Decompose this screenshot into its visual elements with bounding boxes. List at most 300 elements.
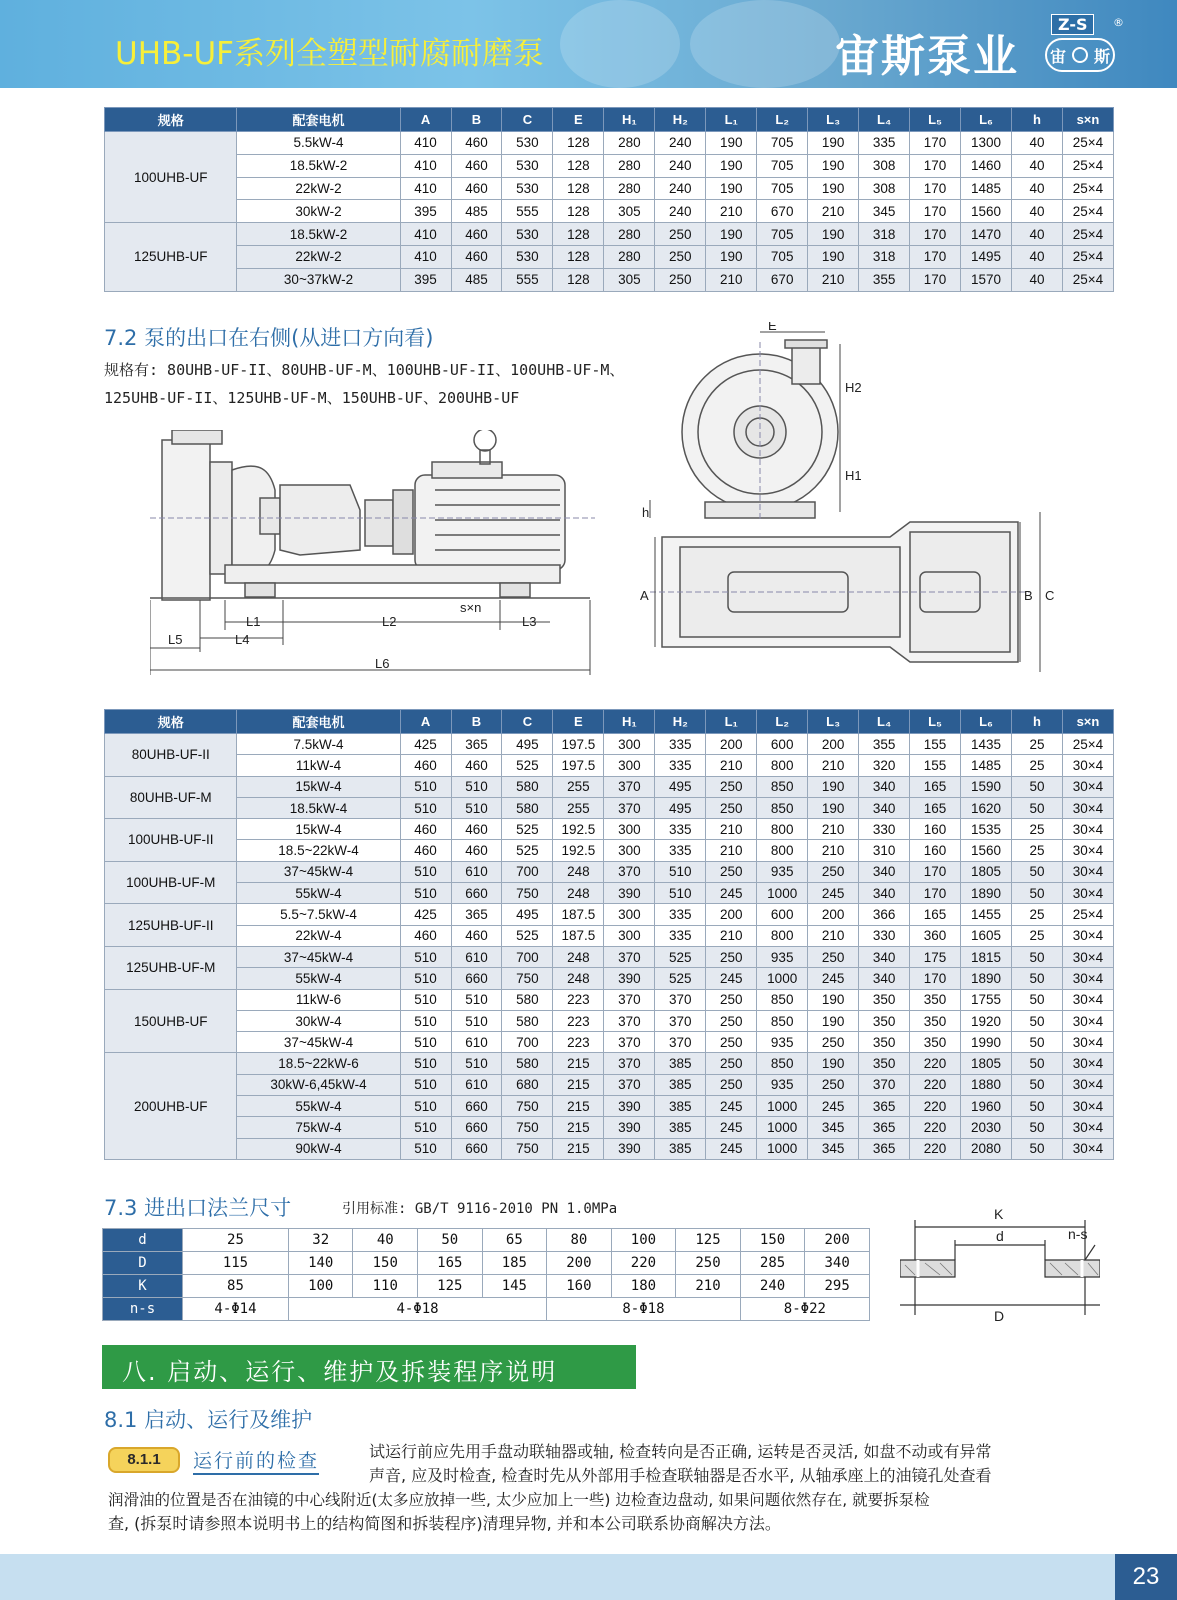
dim-label-l4: L4 <box>235 632 250 647</box>
table-row <box>105 861 1114 882</box>
value-cell: 510 <box>400 946 451 967</box>
model-cell: 125UHB-UF <box>105 223 237 291</box>
table-row <box>105 268 1114 291</box>
dim-label-l2: L2 <box>382 614 397 629</box>
value-cell: 390 <box>604 1096 655 1117</box>
value-cell: 300 <box>604 904 655 925</box>
value-cell: 530 <box>502 154 553 177</box>
value-cell: 155 <box>910 755 961 776</box>
flange-d-cell: 200 <box>805 1229 870 1252</box>
value-cell: 1890 <box>961 883 1012 904</box>
value-cell: 510 <box>400 1117 451 1138</box>
value-cell: 25×4 <box>1062 245 1113 268</box>
value-cell: 250 <box>808 1032 859 1053</box>
table-row <box>105 797 1114 818</box>
motor-cell: 7.5kW-4 <box>237 734 400 755</box>
value-cell: 210 <box>706 840 757 861</box>
paragraph-line-4: 查, (拆泵时请参照本说明书上的结构简图和拆装程序)清理异物, 并和本公司联系协商解决方法。 <box>108 1514 781 1533</box>
value-cell: 50 <box>1011 1074 1062 1095</box>
value-cell: 385 <box>655 1138 706 1159</box>
value-cell: 30×4 <box>1062 989 1113 1010</box>
value-cell: 210 <box>706 268 757 291</box>
value-cell: 460 <box>451 177 502 200</box>
value-cell: 250 <box>706 776 757 797</box>
value-cell: 245 <box>706 968 757 989</box>
flange-d-cell: 32 <box>288 1229 353 1252</box>
value-cell: 197.5 <box>553 755 604 776</box>
value-cell: 580 <box>502 797 553 818</box>
value-cell: 245 <box>706 1096 757 1117</box>
value-cell: 240 <box>655 154 706 177</box>
flange-D-cell: 140 <box>288 1252 353 1275</box>
value-cell: 1570 <box>961 268 1012 291</box>
table-header-row <box>105 710 1114 734</box>
flange-K-cell: 160 <box>547 1275 612 1298</box>
column-header: h <box>1011 108 1062 132</box>
column-header: H₂ <box>655 108 706 132</box>
section-8-1-1-title: 运行前的检查 <box>193 1446 319 1475</box>
flange-d-cell: 40 <box>353 1229 418 1252</box>
table-row <box>105 154 1114 177</box>
value-cell: 510 <box>400 1032 451 1053</box>
column-header: L₂ <box>757 710 808 734</box>
value-cell: 370 <box>604 861 655 882</box>
motor-cell: 90kW-4 <box>237 1138 400 1159</box>
column-header: A <box>400 108 451 132</box>
value-cell: 335 <box>655 819 706 840</box>
value-cell: 250 <box>655 268 706 291</box>
value-cell: 410 <box>400 177 451 200</box>
flange-d-cell: 25 <box>183 1229 289 1252</box>
value-cell: 670 <box>757 268 808 291</box>
value-cell: 170 <box>910 968 961 989</box>
value-cell: 370 <box>859 1074 910 1095</box>
model-cell: 200UHB-UF <box>105 1053 237 1159</box>
value-cell: 935 <box>757 861 808 882</box>
pump-end-top-view-drawing <box>640 322 1070 687</box>
value-cell: 370 <box>604 1010 655 1031</box>
table-row <box>105 755 1114 776</box>
value-cell: 1485 <box>961 177 1012 200</box>
value-cell: 245 <box>808 883 859 904</box>
value-cell: 850 <box>757 1053 808 1074</box>
flange-D-cell: 250 <box>676 1252 741 1275</box>
value-cell: 660 <box>451 968 502 989</box>
value-cell: 1805 <box>961 1053 1012 1074</box>
value-cell: 50 <box>1011 1053 1062 1074</box>
value-cell: 370 <box>604 1053 655 1074</box>
value-cell: 530 <box>502 245 553 268</box>
value-cell: 525 <box>655 946 706 967</box>
flange-K-cell: 240 <box>740 1275 805 1298</box>
value-cell: 190 <box>808 1053 859 1074</box>
value-cell: 510 <box>400 1096 451 1117</box>
value-cell: 25 <box>1011 840 1062 861</box>
value-cell: 1590 <box>961 776 1012 797</box>
dim-label-e: E <box>768 322 777 333</box>
value-cell: 30×4 <box>1062 819 1113 840</box>
value-cell: 610 <box>451 861 502 882</box>
value-cell: 510 <box>655 883 706 904</box>
value-cell: 1435 <box>961 734 1012 755</box>
value-cell: 1755 <box>961 989 1012 1010</box>
value-cell: 1460 <box>961 154 1012 177</box>
value-cell: 935 <box>757 1032 808 1053</box>
dim-label-l3: L3 <box>522 614 537 629</box>
company-name: 宙斯泵业 <box>835 31 1019 82</box>
table-row <box>105 1010 1114 1031</box>
column-header: C <box>502 710 553 734</box>
value-cell: 187.5 <box>553 904 604 925</box>
value-cell: 170 <box>910 200 961 223</box>
model-cell: 100UHB-UF-M <box>105 861 237 904</box>
value-cell: 25×4 <box>1062 223 1113 246</box>
flange-section-drawing <box>900 1205 1100 1325</box>
table-row <box>105 1053 1114 1074</box>
value-cell: 245 <box>706 883 757 904</box>
column-header: L₄ <box>859 108 910 132</box>
dim-label-h1: H1 <box>845 468 862 483</box>
motor-cell: 30~37kW-2 <box>237 268 400 291</box>
value-cell: 335 <box>859 132 910 155</box>
flange-D-cell: 115 <box>183 1252 289 1275</box>
model-cell: 80UHB-UF-M <box>105 776 237 819</box>
value-cell: 210 <box>808 200 859 223</box>
value-cell: 30×4 <box>1062 755 1113 776</box>
value-cell: 800 <box>757 819 808 840</box>
value-cell: 190 <box>808 1010 859 1031</box>
value-cell: 1605 <box>961 925 1012 946</box>
value-cell: 248 <box>553 968 604 989</box>
flange-label-K: K <box>103 1275 183 1298</box>
model-cell: 80UHB-UF-II <box>105 734 237 777</box>
value-cell: 580 <box>502 989 553 1010</box>
column-header: L₅ <box>910 108 961 132</box>
flange-dim-d: d <box>996 1228 1004 1244</box>
value-cell: 1920 <box>961 1010 1012 1031</box>
value-cell: 220 <box>910 1074 961 1095</box>
value-cell: 30×4 <box>1062 1010 1113 1031</box>
flange-D-cell: 200 <box>547 1252 612 1275</box>
value-cell: 1000 <box>757 1096 808 1117</box>
value-cell: 210 <box>808 268 859 291</box>
value-cell: 335 <box>655 925 706 946</box>
value-cell: 192.5 <box>553 819 604 840</box>
value-cell: 25×4 <box>1062 200 1113 223</box>
value-cell: 530 <box>502 177 553 200</box>
column-header: L₅ <box>910 710 961 734</box>
motor-cell: 5.5~7.5kW-4 <box>237 904 400 925</box>
value-cell: 525 <box>502 755 553 776</box>
section-7-3-title: 7.3 进出口法兰尺寸 <box>104 1196 292 1220</box>
value-cell: 1560 <box>961 840 1012 861</box>
value-cell: 30×4 <box>1062 840 1113 861</box>
flange-K-cell: 110 <box>353 1275 418 1298</box>
value-cell: 345 <box>808 1138 859 1159</box>
value-cell: 700 <box>502 946 553 967</box>
value-cell: 250 <box>706 797 757 818</box>
value-cell: 200 <box>706 904 757 925</box>
value-cell: 385 <box>655 1074 706 1095</box>
value-cell: 50 <box>1011 1138 1062 1159</box>
value-cell: 250 <box>655 245 706 268</box>
value-cell: 40 <box>1011 223 1062 246</box>
value-cell: 670 <box>757 200 808 223</box>
value-cell: 200 <box>706 734 757 755</box>
column-header: L₁ <box>706 108 757 132</box>
value-cell: 460 <box>400 755 451 776</box>
dim-label-sxn: s×n <box>460 600 482 615</box>
value-cell: 370 <box>655 1010 706 1031</box>
value-cell: 25 <box>1011 904 1062 925</box>
value-cell: 1495 <box>961 245 1012 268</box>
value-cell: 155 <box>910 734 961 755</box>
value-cell: 610 <box>451 1074 502 1095</box>
value-cell: 305 <box>604 268 655 291</box>
column-header: L₃ <box>808 710 859 734</box>
value-cell: 170 <box>910 245 961 268</box>
value-cell: 50 <box>1011 1010 1062 1031</box>
flange-d-cell: 125 <box>676 1229 741 1252</box>
flange-K-cell: 210 <box>676 1275 741 1298</box>
value-cell: 510 <box>400 1010 451 1031</box>
column-header: L₂ <box>757 108 808 132</box>
value-cell: 750 <box>502 883 553 904</box>
value-cell: 280 <box>604 223 655 246</box>
motor-cell: 11kW-6 <box>237 989 400 1010</box>
value-cell: 50 <box>1011 1096 1062 1117</box>
motor-cell: 37~45kW-4 <box>237 946 400 967</box>
value-cell: 660 <box>451 883 502 904</box>
section-8-1-1-badge: 8.1.1 <box>108 1447 180 1473</box>
value-cell: 215 <box>553 1074 604 1095</box>
flange-ns-cell: 4-Φ18 <box>288 1298 546 1321</box>
column-header: L₁ <box>706 710 757 734</box>
value-cell: 50 <box>1011 776 1062 797</box>
value-cell: 345 <box>859 200 910 223</box>
value-cell: 25×4 <box>1062 268 1113 291</box>
value-cell: 335 <box>655 734 706 755</box>
value-cell: 705 <box>757 154 808 177</box>
motor-cell: 37~45kW-4 <box>237 861 400 882</box>
value-cell: 197.5 <box>553 734 604 755</box>
value-cell: 170 <box>910 268 961 291</box>
column-header: C <box>502 108 553 132</box>
value-cell: 308 <box>859 177 910 200</box>
page-number: 23 <box>1115 1554 1177 1600</box>
section-8-1-title: 8.1 启动、运行及维护 <box>104 1408 313 1432</box>
motor-cell: 15kW-4 <box>237 776 400 797</box>
value-cell: 250 <box>706 989 757 1010</box>
value-cell: 335 <box>655 904 706 925</box>
value-cell: 245 <box>808 968 859 989</box>
value-cell: 610 <box>451 946 502 967</box>
value-cell: 350 <box>910 1032 961 1053</box>
column-header: 规格 <box>105 108 237 132</box>
table-row <box>105 1096 1114 1117</box>
flange-K-cell: 100 <box>288 1275 353 1298</box>
value-cell: 395 <box>400 268 451 291</box>
column-header: L₆ <box>961 710 1012 734</box>
value-cell: 705 <box>757 177 808 200</box>
value-cell: 248 <box>553 946 604 967</box>
value-cell: 300 <box>604 840 655 861</box>
value-cell: 1485 <box>961 755 1012 776</box>
value-cell: 850 <box>757 776 808 797</box>
value-cell: 800 <box>757 840 808 861</box>
model-cell: 100UHB-UF <box>105 132 237 223</box>
value-cell: 600 <box>757 734 808 755</box>
flange-d-cell: 65 <box>482 1229 547 1252</box>
value-cell: 425 <box>400 734 451 755</box>
value-cell: 210 <box>808 755 859 776</box>
value-cell: 355 <box>859 734 910 755</box>
motor-cell: 55kW-4 <box>237 1096 400 1117</box>
value-cell: 255 <box>553 797 604 818</box>
value-cell: 320 <box>859 755 910 776</box>
value-cell: 510 <box>400 1138 451 1159</box>
value-cell: 280 <box>604 177 655 200</box>
value-cell: 223 <box>553 1032 604 1053</box>
value-cell: 410 <box>400 154 451 177</box>
value-cell: 935 <box>757 1074 808 1095</box>
motor-cell: 11kW-4 <box>237 755 400 776</box>
value-cell: 250 <box>808 946 859 967</box>
value-cell: 525 <box>655 968 706 989</box>
value-cell: 460 <box>451 154 502 177</box>
value-cell: 190 <box>808 223 859 246</box>
value-cell: 210 <box>706 819 757 840</box>
column-header: h <box>1011 710 1062 734</box>
value-cell: 248 <box>553 861 604 882</box>
value-cell: 175 <box>910 946 961 967</box>
value-cell: 25×4 <box>1062 177 1113 200</box>
value-cell: 340 <box>859 776 910 797</box>
value-cell: 190 <box>706 132 757 155</box>
value-cell: 210 <box>706 925 757 946</box>
value-cell: 390 <box>604 1117 655 1138</box>
value-cell: 510 <box>451 989 502 1010</box>
value-cell: 160 <box>910 840 961 861</box>
value-cell: 210 <box>808 819 859 840</box>
dim-label-h2: H2 <box>845 380 862 395</box>
value-cell: 370 <box>604 989 655 1010</box>
spec-table-2 <box>104 709 1114 1160</box>
value-cell: 40 <box>1011 177 1062 200</box>
value-cell: 318 <box>859 223 910 246</box>
value-cell: 220 <box>910 1117 961 1138</box>
value-cell: 600 <box>757 904 808 925</box>
motor-cell: 30kW-4 <box>237 1010 400 1031</box>
flange-d-cell: 80 <box>547 1229 612 1252</box>
value-cell: 335 <box>655 840 706 861</box>
value-cell: 1815 <box>961 946 1012 967</box>
value-cell: 30×4 <box>1062 946 1113 967</box>
motor-cell: 30kW-6,45kW-4 <box>237 1074 400 1095</box>
paragraph-line-3: 润滑油的位置是否在油镜的中心线附近(太多应放掉一些, 太少应加上一些) 边检查边盘动, 如果问题依然存在, 就要拆泵检 <box>108 1491 930 1509</box>
value-cell: 25×4 <box>1062 904 1113 925</box>
value-cell: 50 <box>1011 883 1062 904</box>
value-cell: 340 <box>859 797 910 818</box>
motor-cell: 22kW-4 <box>237 925 400 946</box>
flange-table <box>102 1228 870 1321</box>
value-cell: 460 <box>451 925 502 946</box>
value-cell: 170 <box>910 154 961 177</box>
value-cell: 210 <box>808 840 859 861</box>
value-cell: 365 <box>451 904 502 925</box>
value-cell: 50 <box>1011 968 1062 989</box>
value-cell: 220 <box>910 1053 961 1074</box>
flange-D-cell: 185 <box>482 1252 547 1275</box>
section-7-2-models-line1: 规格有: 80UHB-UF-II、80UHB-UF-M、100UHB-UF-II、100UHB-UF-M、 <box>104 361 625 379</box>
value-cell: 390 <box>604 968 655 989</box>
value-cell: 190 <box>808 154 859 177</box>
motor-cell: 75kW-4 <box>237 1117 400 1138</box>
flange-d-cell: 50 <box>418 1229 483 1252</box>
value-cell: 340 <box>859 946 910 967</box>
registered-mark: ® <box>1113 16 1124 29</box>
value-cell: 410 <box>400 223 451 246</box>
column-header: H₁ <box>604 710 655 734</box>
value-cell: 30×4 <box>1062 1138 1113 1159</box>
value-cell: 510 <box>400 797 451 818</box>
value-cell: 165 <box>910 904 961 925</box>
value-cell: 495 <box>502 904 553 925</box>
value-cell: 460 <box>451 819 502 840</box>
dim-label-c: C <box>1045 588 1055 603</box>
value-cell: 318 <box>859 245 910 268</box>
flange-D-cell: 150 <box>353 1252 418 1275</box>
value-cell: 340 <box>859 883 910 904</box>
column-header: H₁ <box>604 108 655 132</box>
value-cell: 385 <box>655 1053 706 1074</box>
company-logo <box>1045 14 1124 76</box>
value-cell: 395 <box>400 200 451 223</box>
value-cell: 220 <box>910 1096 961 1117</box>
value-cell: 510 <box>400 883 451 904</box>
column-header: E <box>553 710 604 734</box>
motor-cell: 18.5kW-4 <box>237 797 400 818</box>
motor-cell: 37~45kW-4 <box>237 1032 400 1053</box>
motor-cell: 30kW-2 <box>237 200 400 223</box>
dim-label-b: B <box>1024 588 1033 603</box>
value-cell: 300 <box>604 755 655 776</box>
value-cell: 350 <box>910 1010 961 1031</box>
pump-side-view-drawing <box>150 430 610 692</box>
table-row <box>105 1032 1114 1053</box>
value-cell: 850 <box>757 1010 808 1031</box>
value-cell: 340 <box>859 968 910 989</box>
table-row <box>105 819 1114 840</box>
value-cell: 40 <box>1011 154 1062 177</box>
value-cell: 50 <box>1011 946 1062 967</box>
dim-label-a: A <box>640 588 649 603</box>
value-cell: 365 <box>859 1096 910 1117</box>
value-cell: 510 <box>400 776 451 797</box>
value-cell: 220 <box>910 1138 961 1159</box>
value-cell: 190 <box>706 223 757 246</box>
table-row <box>105 925 1114 946</box>
value-cell: 510 <box>400 1053 451 1074</box>
column-header: s×n <box>1062 108 1113 132</box>
value-cell: 40 <box>1011 268 1062 291</box>
motor-cell: 55kW-4 <box>237 968 400 989</box>
value-cell: 25 <box>1011 925 1062 946</box>
value-cell: 580 <box>502 776 553 797</box>
value-cell: 850 <box>757 989 808 1010</box>
value-cell: 215 <box>553 1096 604 1117</box>
value-cell: 485 <box>451 268 502 291</box>
